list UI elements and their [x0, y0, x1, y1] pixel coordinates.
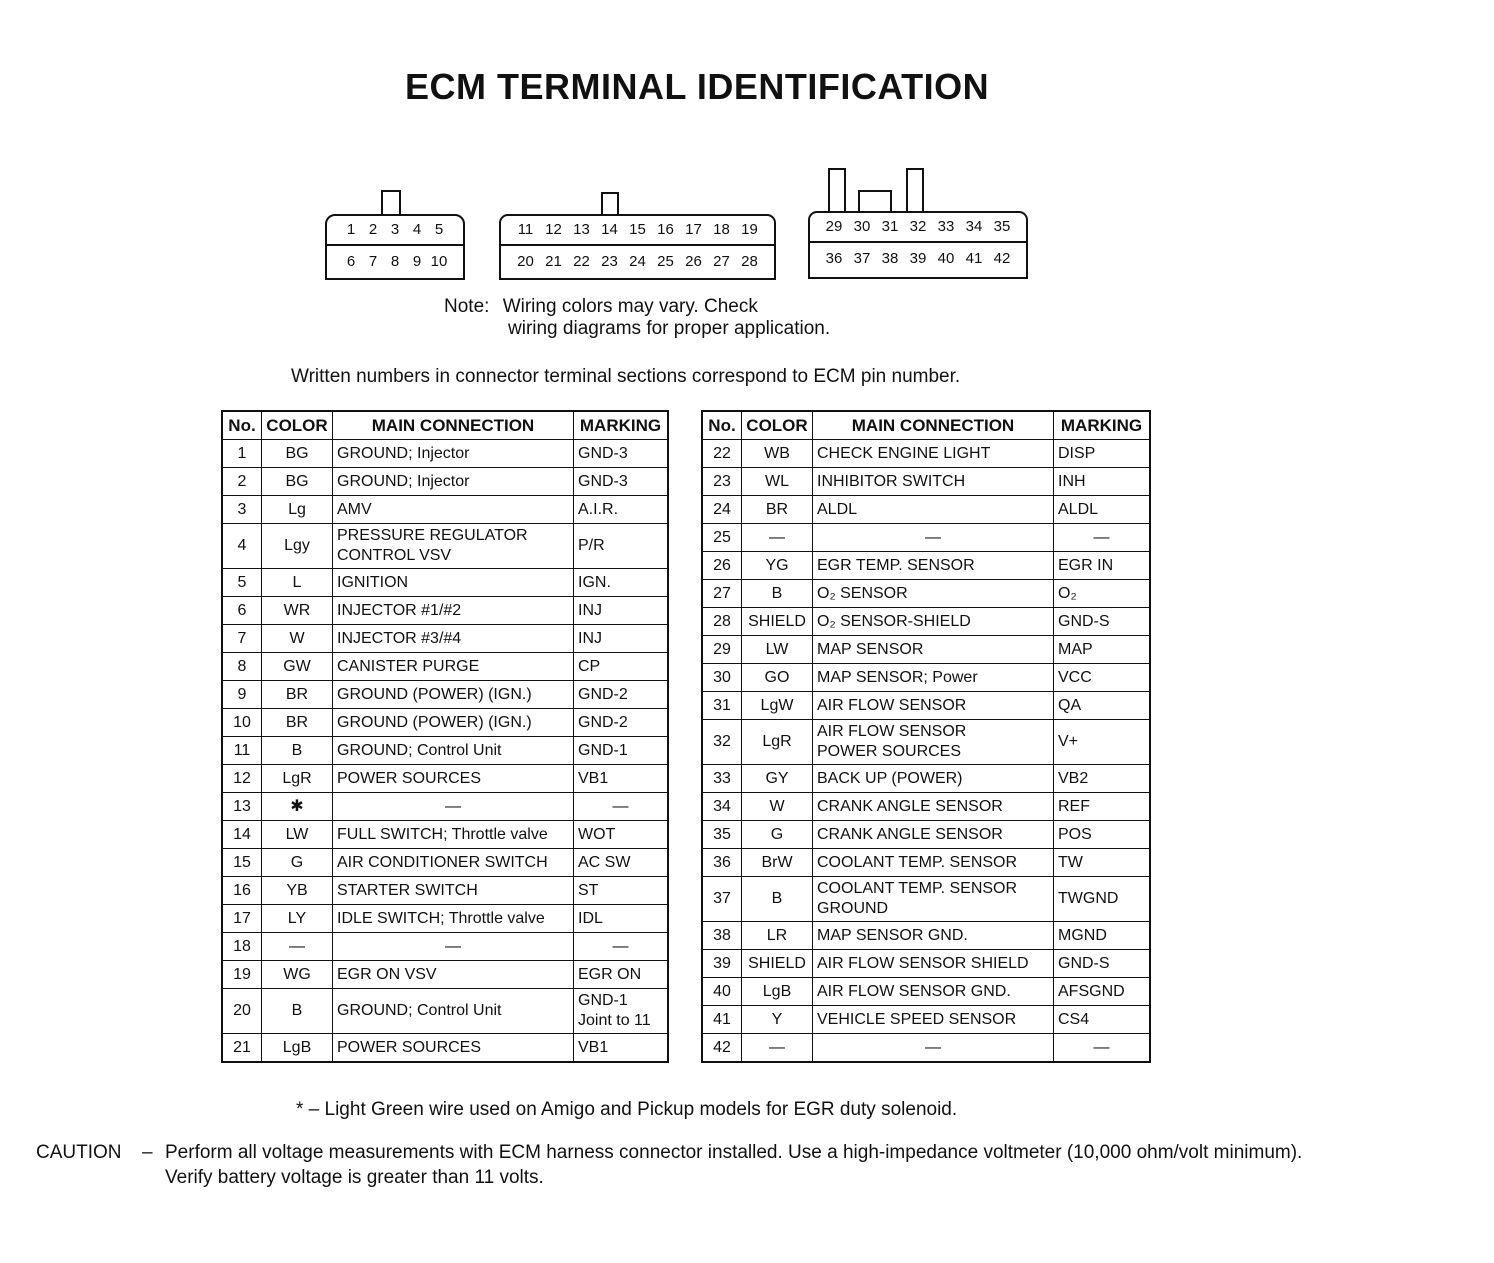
connector-pin: 28: [741, 253, 758, 270]
cell-marking: POS: [1054, 821, 1151, 849]
note-line-1: Wiring colors may vary. Check: [502, 296, 758, 317]
cell-marking: INJ: [574, 625, 669, 653]
cell-color: GO: [742, 664, 813, 692]
cell-no: 22: [702, 440, 742, 468]
caution-line-2: Verify battery voltage is greater than 11 volts.: [165, 1167, 544, 1188]
connector-pin: 29: [825, 218, 843, 235]
cell-no: 36: [702, 849, 742, 877]
cell-main: PRESSURE REGULATOR CONTROL VSV: [333, 524, 574, 569]
connector-pin: 42: [993, 250, 1011, 267]
cell-color: WG: [262, 961, 333, 989]
cell-marking: ALDL: [1054, 496, 1151, 524]
connector-pin: 30: [853, 218, 871, 235]
cell-no: 7: [222, 625, 262, 653]
table-row: [702, 849, 1150, 877]
table-row: [222, 765, 668, 793]
cell-marking: AC SW: [574, 849, 669, 877]
cell-main: —: [333, 933, 574, 961]
table-header-row: [702, 411, 1150, 440]
cell-no: 16: [222, 877, 262, 905]
connector-pin: 24: [629, 253, 646, 270]
cell-color: Y: [742, 1006, 813, 1034]
table-row: [702, 1034, 1150, 1063]
connector-2-bottom-pins: [501, 253, 774, 270]
header-color: COLOR: [262, 411, 333, 440]
wiring-note: [444, 296, 830, 340]
cell-no: 30: [702, 664, 742, 692]
cell-marking: DISP: [1054, 440, 1151, 468]
cell-no: 24: [702, 496, 742, 524]
cell-color: BG: [262, 468, 333, 496]
connector-pin: 22: [573, 253, 590, 270]
cell-main: AMV: [333, 496, 574, 524]
cell-main: VEHICLE SPEED SENSOR: [813, 1006, 1054, 1034]
table-row: [702, 765, 1150, 793]
table-row: [702, 524, 1150, 552]
table-row: [222, 849, 668, 877]
cell-marking: EGR IN: [1054, 552, 1151, 580]
cell-main: CANISTER PURGE: [333, 653, 574, 681]
cell-marking: GND-S: [1054, 950, 1151, 978]
connector-pin: 40: [937, 250, 955, 267]
cell-no: 35: [702, 821, 742, 849]
cell-main: COOLANT TEMP. SENSOR: [813, 849, 1054, 877]
connector-key: [828, 168, 846, 216]
cell-marking: A.I.R.: [574, 496, 669, 524]
connector-pin: 26: [685, 253, 702, 270]
cell-marking: V+: [1054, 720, 1151, 765]
cell-no: 40: [702, 978, 742, 1006]
cell-color: LW: [262, 821, 333, 849]
table-header-row: [222, 411, 668, 440]
table-row: [222, 877, 668, 905]
cell-no: 26: [702, 552, 742, 580]
cell-color: BR: [742, 496, 813, 524]
cell-color: BrW: [742, 849, 813, 877]
cell-main: IDLE SWITCH; Throttle valve: [333, 905, 574, 933]
table-row: [702, 877, 1150, 922]
caution-label: CAUTION: [36, 1142, 122, 1163]
connector-pin: 38: [881, 250, 899, 267]
cell-main: EGR ON VSV: [333, 961, 574, 989]
cell-color: B: [262, 737, 333, 765]
header-marking: MARKING: [574, 411, 669, 440]
cell-color: YB: [262, 877, 333, 905]
table-row: [222, 653, 668, 681]
connector-pin: 19: [741, 221, 758, 238]
cell-marking: IDL: [574, 905, 669, 933]
connector-pin: 7: [368, 253, 378, 270]
cell-color: W: [262, 625, 333, 653]
cell-marking: —: [1054, 1034, 1151, 1063]
connector-pin: 16: [657, 221, 674, 238]
cell-marking: MGND: [1054, 922, 1151, 950]
connector-1-top-pins: [327, 221, 463, 238]
table-row: [702, 468, 1150, 496]
connector-pin: 13: [573, 221, 590, 238]
cell-main: —: [813, 1034, 1054, 1063]
cell-no: 6: [222, 597, 262, 625]
table-row: [222, 821, 668, 849]
table-row: [222, 737, 668, 765]
table-row: [222, 569, 668, 597]
cell-marking: IGN.: [574, 569, 669, 597]
table-row: [222, 905, 668, 933]
connector-pin: 8: [390, 253, 400, 270]
cell-marking: INJ: [574, 597, 669, 625]
left-terminal-table: [221, 410, 669, 1063]
cell-color: LgW: [742, 692, 813, 720]
connector-pin: 27: [713, 253, 730, 270]
cell-marking: AFSGND: [1054, 978, 1151, 1006]
cell-main: INJECTOR #3/#4: [333, 625, 574, 653]
connector-pin: 9: [412, 253, 422, 270]
cell-main: MAP SENSOR GND.: [813, 922, 1054, 950]
connector-pin: 35: [993, 218, 1011, 235]
cell-no: 25: [702, 524, 742, 552]
cell-marking: P/R: [574, 524, 669, 569]
cell-main: INJECTOR #1/#2: [333, 597, 574, 625]
cell-main: BACK UP (POWER): [813, 765, 1054, 793]
connector-pin: 12: [545, 221, 562, 238]
cell-marking: QA: [1054, 692, 1151, 720]
connector-1: [325, 190, 465, 280]
cell-main: —: [333, 793, 574, 821]
cell-no: 38: [702, 922, 742, 950]
table-row: [702, 496, 1150, 524]
right-terminal-table: [701, 410, 1151, 1063]
cell-color: L: [262, 569, 333, 597]
footnote: * – Light Green wire used on Amigo and Pickup models for EGR duty solenoid.: [296, 1099, 958, 1120]
cell-marking: TW: [1054, 849, 1151, 877]
connector-pin: 33: [937, 218, 955, 235]
cell-no: 11: [222, 737, 262, 765]
cell-color: YG: [742, 552, 813, 580]
table-row: [702, 922, 1150, 950]
cell-no: 27: [702, 580, 742, 608]
cell-marking: VCC: [1054, 664, 1151, 692]
cell-main: O₂ SENSOR: [813, 580, 1054, 608]
cell-main: CRANK ANGLE SENSOR: [813, 821, 1054, 849]
connector-pin: 18: [713, 221, 730, 238]
cell-no: 37: [702, 877, 742, 922]
cell-color: BR: [262, 709, 333, 737]
connector-pin: 34: [965, 218, 983, 235]
cell-marking: GND-1 Joint to 11: [574, 989, 669, 1034]
table-row: [702, 608, 1150, 636]
cell-marking: MAP: [1054, 636, 1151, 664]
table-row: [702, 1006, 1150, 1034]
cell-color: LgR: [262, 765, 333, 793]
connector-pin: 41: [965, 250, 983, 267]
cell-marking: CS4: [1054, 1006, 1151, 1034]
cell-no: 20: [222, 989, 262, 1034]
connector-pin: 6: [346, 253, 356, 270]
cell-main: GROUND (POWER) (IGN.): [333, 709, 574, 737]
table-row: [222, 961, 668, 989]
cell-color: LY: [262, 905, 333, 933]
header-no: No.: [702, 411, 742, 440]
cell-color: B: [742, 580, 813, 608]
cell-marking: —: [1054, 524, 1151, 552]
cell-marking: REF: [1054, 793, 1151, 821]
table-row: [222, 524, 668, 569]
cell-color: —: [262, 933, 333, 961]
cell-main: COOLANT TEMP. SENSOR GROUND: [813, 877, 1054, 922]
connector-pin: 23: [601, 253, 618, 270]
table-row: [222, 933, 668, 961]
cell-main: —: [813, 524, 1054, 552]
cell-main: AIR FLOW SENSOR GND.: [813, 978, 1054, 1006]
table-row: [222, 709, 668, 737]
connector-pin: 17: [685, 221, 702, 238]
connector-pin: 15: [629, 221, 646, 238]
cell-main: MAP SENSOR; Power: [813, 664, 1054, 692]
cell-marking: GND-3: [574, 440, 669, 468]
header-no: No.: [222, 411, 262, 440]
cell-marking: —: [574, 933, 669, 961]
cell-no: 17: [222, 905, 262, 933]
cell-color: B: [742, 877, 813, 922]
cell-main: POWER SOURCES: [333, 1034, 574, 1063]
connector-pin: 5: [434, 221, 444, 238]
cell-main: AIR FLOW SENSOR POWER SOURCES: [813, 720, 1054, 765]
connector-3-top-pins: [810, 218, 1026, 235]
cell-no: 9: [222, 681, 262, 709]
cell-color: SHIELD: [742, 608, 813, 636]
connector-pin: 21: [545, 253, 562, 270]
cell-main: O₂ SENSOR-SHIELD: [813, 608, 1054, 636]
cell-main: IGNITION: [333, 569, 574, 597]
cell-marking: GND-2: [574, 709, 669, 737]
cell-color: B: [262, 989, 333, 1034]
cell-no: 18: [222, 933, 262, 961]
cell-color: SHIELD: [742, 950, 813, 978]
cell-main: FULL SWITCH; Throttle valve: [333, 821, 574, 849]
cell-marking: VB1: [574, 765, 669, 793]
header-marking: MARKING: [1054, 411, 1151, 440]
cell-main: GROUND; Injector: [333, 440, 574, 468]
cell-marking: ST: [574, 877, 669, 905]
table-row: [222, 496, 668, 524]
cell-marking: EGR ON: [574, 961, 669, 989]
connector-pin: 11: [517, 221, 534, 238]
table-row: [702, 821, 1150, 849]
cell-no: 42: [702, 1034, 742, 1063]
cell-main: EGR TEMP. SENSOR: [813, 552, 1054, 580]
connector-pin: 20: [517, 253, 534, 270]
connector-pin: 14: [601, 221, 618, 238]
cell-marking: CP: [574, 653, 669, 681]
cell-no: 41: [702, 1006, 742, 1034]
table-row: [702, 950, 1150, 978]
cell-main: GROUND; Control Unit: [333, 989, 574, 1034]
cell-marking: —: [574, 793, 669, 821]
connector-pin: 37: [853, 250, 871, 267]
caution-dash: –: [142, 1142, 153, 1163]
table-row: [222, 440, 668, 468]
cell-no: 2: [222, 468, 262, 496]
cell-main: CRANK ANGLE SENSOR: [813, 793, 1054, 821]
connector-1-bottom-pins: [327, 253, 463, 270]
cell-color: BR: [262, 681, 333, 709]
cell-no: 19: [222, 961, 262, 989]
cell-color: LW: [742, 636, 813, 664]
table-row: [222, 793, 668, 821]
cell-main: GROUND; Control Unit: [333, 737, 574, 765]
cell-color: G: [262, 849, 333, 877]
cell-marking: VB1: [574, 1034, 669, 1063]
cell-no: 13: [222, 793, 262, 821]
table-row: [702, 692, 1150, 720]
cell-main: GROUND; Injector: [333, 468, 574, 496]
connector-key: [906, 168, 924, 216]
cell-color: —: [742, 524, 813, 552]
cell-main: CHECK ENGINE LIGHT: [813, 440, 1054, 468]
cell-marking: WOT: [574, 821, 669, 849]
cell-no: 33: [702, 765, 742, 793]
table-row: [702, 552, 1150, 580]
cell-no: 28: [702, 608, 742, 636]
connector-pin: 39: [909, 250, 927, 267]
table-row: [702, 440, 1150, 468]
connector-pin: 3: [390, 221, 400, 238]
cell-main: POWER SOURCES: [333, 765, 574, 793]
cell-no: 34: [702, 793, 742, 821]
connector-pin: 4: [412, 221, 422, 238]
header-color: COLOR: [742, 411, 813, 440]
table-row: [702, 720, 1150, 765]
connector-pin: 10: [430, 253, 448, 270]
table-row: [222, 1034, 668, 1063]
cell-no: 21: [222, 1034, 262, 1063]
connector-3-bottom-pins: [810, 250, 1026, 267]
cell-main: ALDL: [813, 496, 1054, 524]
page-title: ECM TERMINAL IDENTIFICATION: [405, 66, 990, 107]
cell-color: LR: [742, 922, 813, 950]
connector-3: [808, 166, 1028, 279]
cell-color: GW: [262, 653, 333, 681]
cell-marking: VB2: [1054, 765, 1151, 793]
connector-2-top-pins: [501, 221, 774, 238]
cell-marking: TWGND: [1054, 877, 1151, 922]
cell-no: 12: [222, 765, 262, 793]
header-main-connection: MAIN CONNECTION: [813, 411, 1054, 440]
cell-marking: O₂: [1054, 580, 1151, 608]
cell-no: 29: [702, 636, 742, 664]
cell-no: 1: [222, 440, 262, 468]
connector-pin: 25: [657, 253, 674, 270]
table-row: [702, 580, 1150, 608]
cell-main: STARTER SWITCH: [333, 877, 574, 905]
cell-no: 23: [702, 468, 742, 496]
table-row: [222, 597, 668, 625]
cell-main: AIR FLOW SENSOR: [813, 692, 1054, 720]
table-row: [702, 978, 1150, 1006]
cell-color: ✱: [262, 793, 333, 821]
cell-marking: GND-3: [574, 468, 669, 496]
cell-main: GROUND (POWER) (IGN.): [333, 681, 574, 709]
cell-no: 15: [222, 849, 262, 877]
connector-pin: 32: [909, 218, 927, 235]
connector-pin: 31: [881, 218, 899, 235]
cell-color: G: [742, 821, 813, 849]
connector-2: [499, 190, 776, 280]
cell-no: 14: [222, 821, 262, 849]
cell-color: W: [742, 793, 813, 821]
table-row: [702, 636, 1150, 664]
cell-no: 10: [222, 709, 262, 737]
caution-line-1: Perform all voltage measurements with ECM harness connector installed. Use a high-impedance voltmeter (10,000 ohm/volt minimum).: [165, 1142, 1303, 1163]
cell-main: AIR CONDITIONER SWITCH: [333, 849, 574, 877]
cell-color: WL: [742, 468, 813, 496]
note-label: Note:: [444, 296, 490, 317]
cell-no: 8: [222, 653, 262, 681]
cell-no: 32: [702, 720, 742, 765]
cell-color: BG: [262, 440, 333, 468]
cell-color: LgB: [742, 978, 813, 1006]
cell-main: INHIBITOR SWITCH: [813, 468, 1054, 496]
cell-no: 3: [222, 496, 262, 524]
cell-main: AIR FLOW SENSOR SHIELD: [813, 950, 1054, 978]
table-row: [222, 468, 668, 496]
cell-color: Lg: [262, 496, 333, 524]
cell-color: LgB: [262, 1034, 333, 1063]
note-line-2: wiring diagrams for proper application.: [508, 318, 831, 339]
cell-marking: INH: [1054, 468, 1151, 496]
cell-marking: GND-S: [1054, 608, 1151, 636]
cell-no: 5: [222, 569, 262, 597]
table-row: [222, 681, 668, 709]
cell-color: WR: [262, 597, 333, 625]
cell-no: 39: [702, 950, 742, 978]
cell-color: WB: [742, 440, 813, 468]
cell-color: GY: [742, 765, 813, 793]
connector-pin: 2: [368, 221, 378, 238]
table-row: [702, 793, 1150, 821]
connector-pin: 1: [346, 221, 356, 238]
connector-pin: 36: [825, 250, 843, 267]
cell-color: LgR: [742, 720, 813, 765]
cell-no: 31: [702, 692, 742, 720]
cell-no: 4: [222, 524, 262, 569]
header-main-connection: MAIN CONNECTION: [333, 411, 574, 440]
cell-marking: GND-1: [574, 737, 669, 765]
table-row: [222, 625, 668, 653]
cell-color: —: [742, 1034, 813, 1063]
written-numbers-text: Written numbers in connector terminal sections correspond to ECM pin number.: [291, 366, 961, 387]
cell-color: Lgy: [262, 524, 333, 569]
cell-marking: GND-2: [574, 681, 669, 709]
table-row: [702, 664, 1150, 692]
cell-main: MAP SENSOR: [813, 636, 1054, 664]
table-row: [222, 989, 668, 1034]
